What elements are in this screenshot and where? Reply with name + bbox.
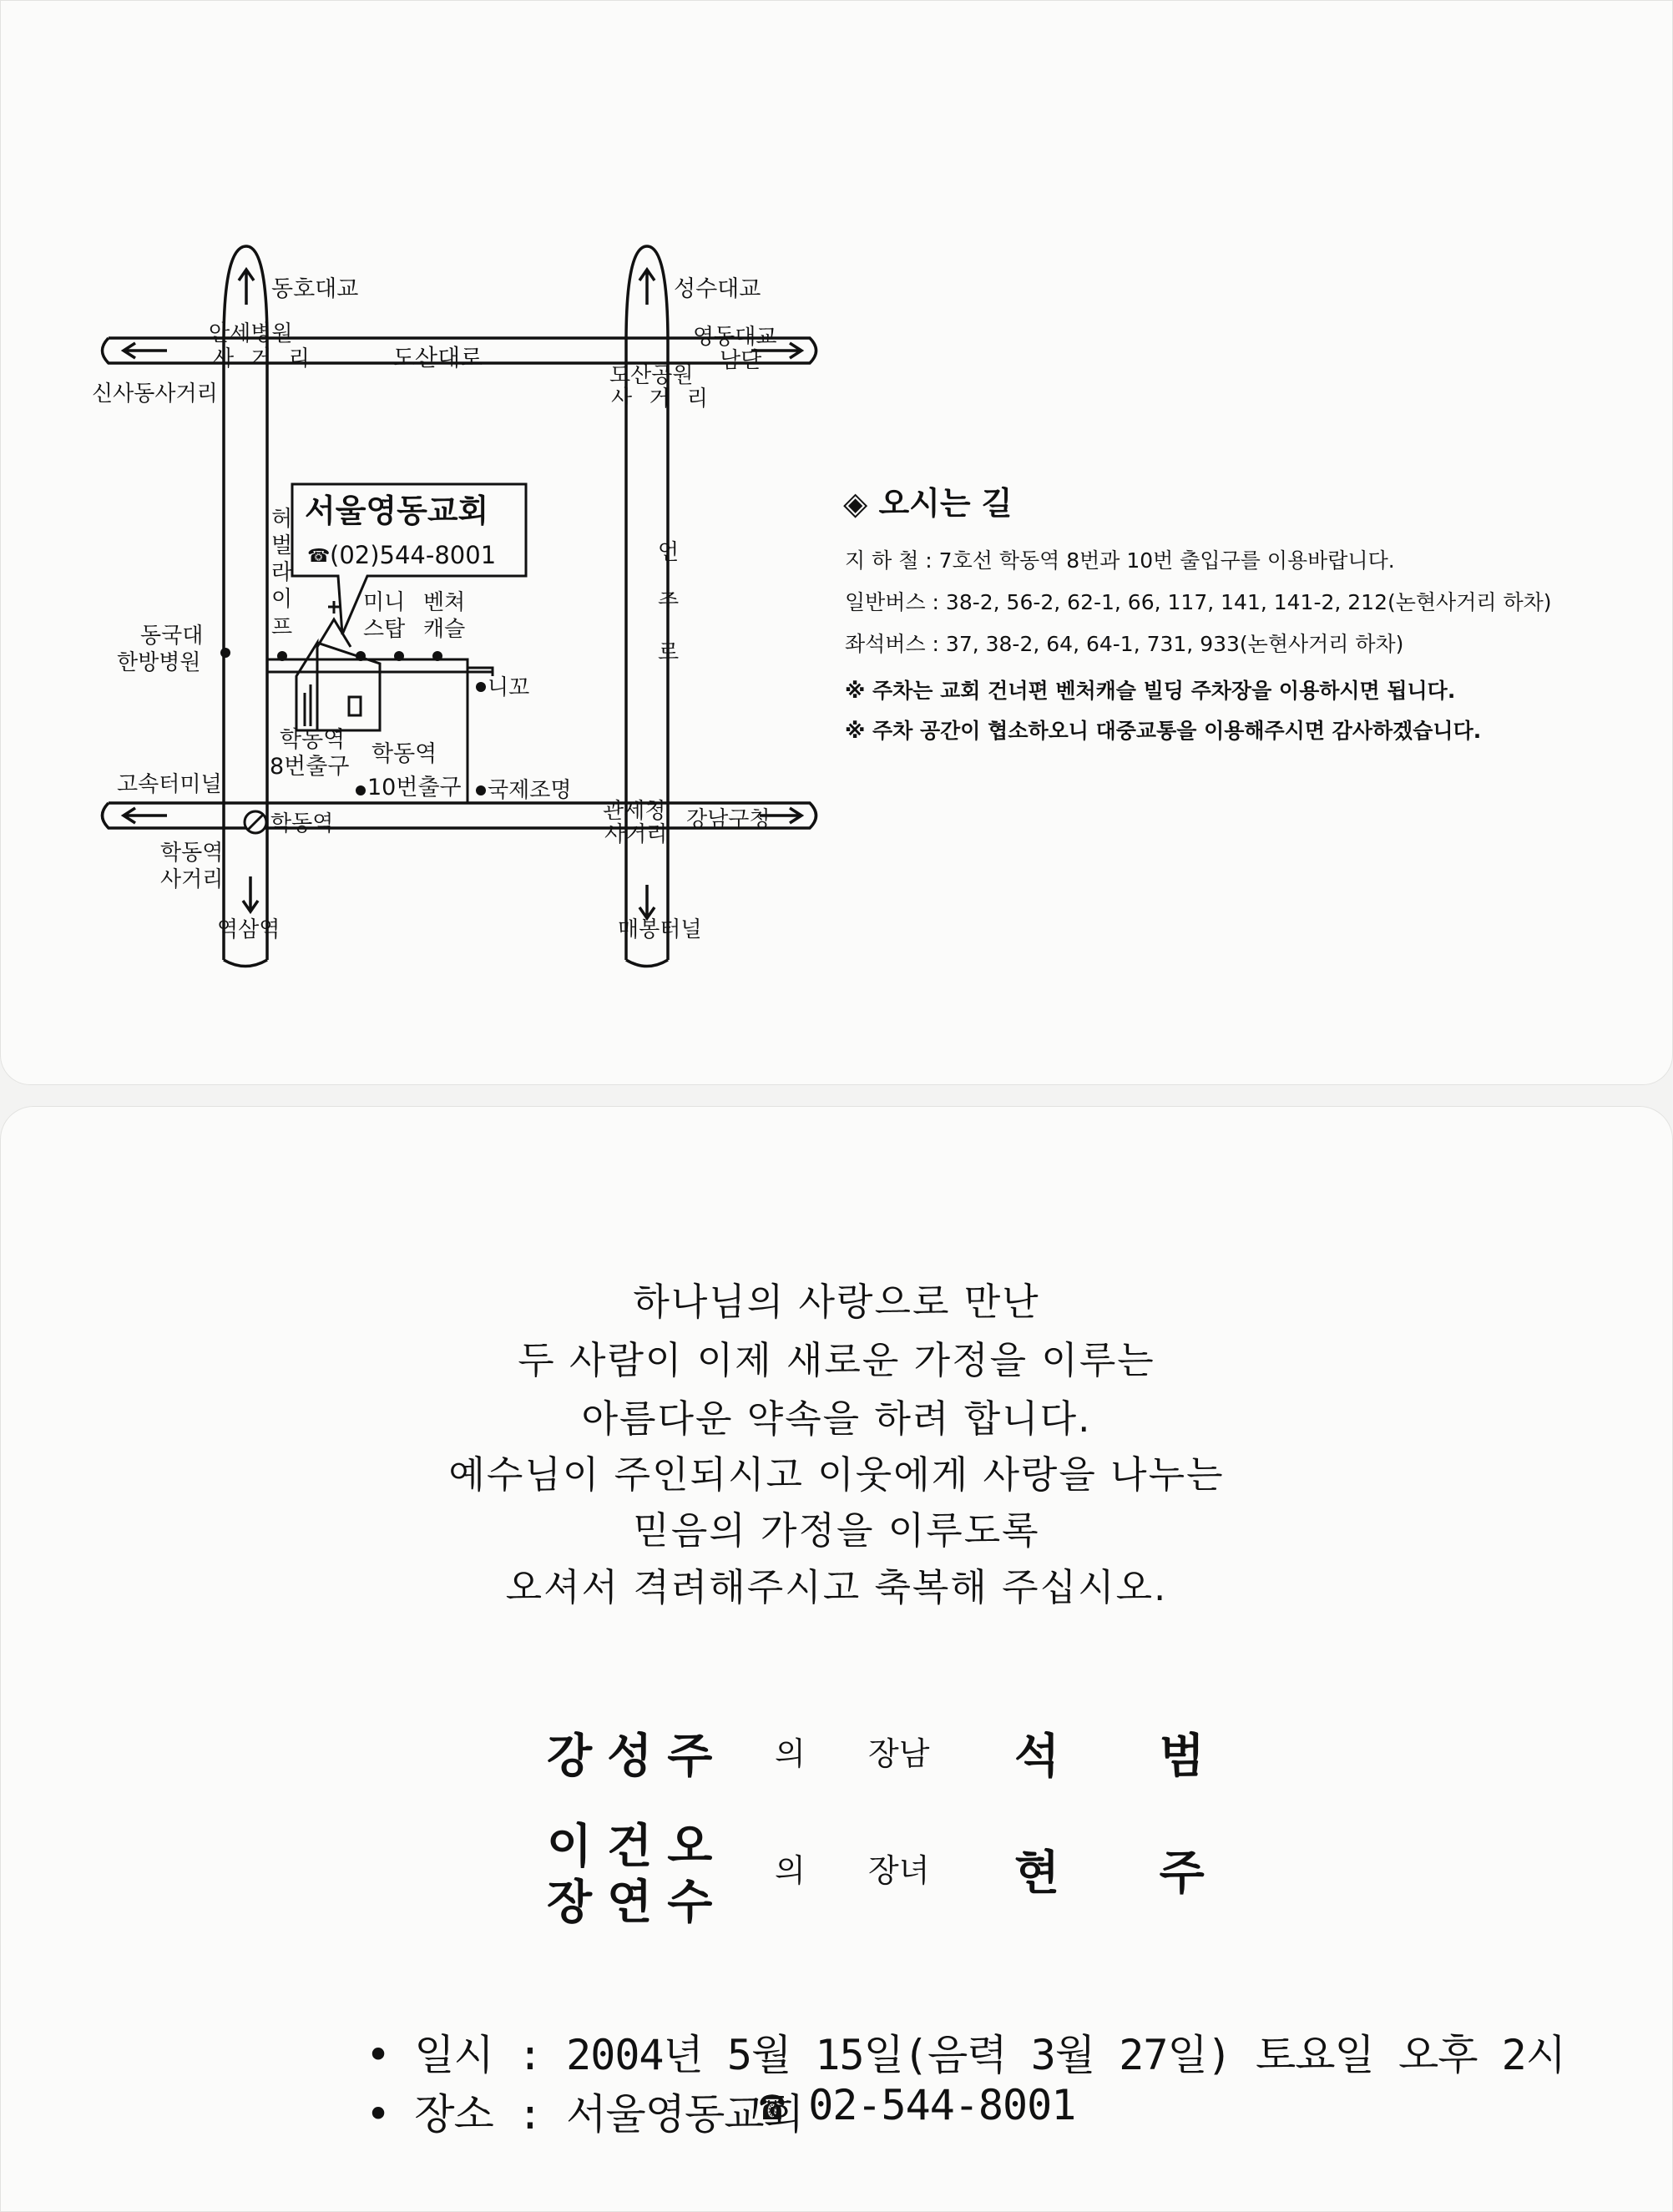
directions-title: ◈ 오시는 길 (843, 485, 1013, 522)
parking-note: ※ 주차는 교회 건너편 벤처캐슬 빌딩 주차장을 이용하시면 됩니다. (845, 679, 1456, 703)
label-dongguk: 동국대 (140, 624, 204, 649)
label-eonjuro (658, 540, 679, 665)
transit-note: ※ 주차 공간이 협소하오니 대중교통을 이용해주시면 감사하겠습니다. (845, 719, 1482, 743)
label-donghodaegyo: 동호대교 (271, 276, 359, 302)
label-gukje: 국제조명 (488, 778, 572, 803)
label-dosan-park: 도산공원 (609, 363, 694, 388)
svg-text:벌: 벌 (271, 533, 293, 558)
directions-bus: 일반버스 : 38-2, 56-2, 62-1, 66, 117, 141, 141-2, 212(논현사거리 하차) (845, 590, 1552, 614)
groom-particle: 의 (775, 1735, 806, 1772)
invitation-line-6: 오셔서 격려해주시고 축복해 주십시오. (505, 1565, 1168, 1609)
svg-text:이: 이 (271, 587, 293, 612)
event-phone: ☎ 02-544-8001 (760, 2081, 1076, 2129)
label-church-name: 서울영동교회 (305, 492, 489, 529)
label-yeongdong-bridge: 영동대교 (693, 325, 777, 350)
invitation-line-3: 아름다운 약속을 하려 합니다. (581, 1396, 1092, 1441)
label-stop: 스탑 (363, 617, 406, 642)
groom-relation: 장남 (868, 1735, 930, 1772)
bride-particle: 의 (775, 1852, 806, 1889)
svg-text:프: 프 (271, 615, 293, 640)
event-place: • 장소 : 서울영동교회 (366, 2090, 803, 2139)
label-venture: 벤쳐 (423, 590, 466, 615)
label-mini: 미니 (363, 590, 406, 615)
label-gwanse-intersection: 사거리 (604, 822, 668, 847)
invitation-line-2: 두 사람이 이제 새로운 가정을 이루는 (518, 1338, 1155, 1382)
label-dosandaero: 도산대로 (392, 344, 483, 371)
bride-father-name: 이건오 (547, 1820, 728, 1874)
label-hakdong-intersection-b: 사거리 (160, 867, 224, 892)
label-capsule: 캐슬 (423, 617, 466, 642)
map-card (0, 0, 1673, 1085)
label-gwanse: 관세청 (603, 799, 666, 824)
event-date: • 일시 : 2004년 5월 15일(음력 3월 27일) 토요일 오후 2시 (366, 2031, 1566, 2079)
bride-mother-name: 장연수 (547, 1876, 728, 1930)
label-sinsa: 신사동사거리 (92, 381, 218, 407)
label-exit8-a: 학동역 (280, 727, 346, 753)
invitation-line-1: 하나님의 사랑으로 만난 (633, 1280, 1040, 1324)
svg-text:라: 라 (271, 560, 293, 585)
label-yeoksam: 역삼역 (217, 917, 281, 942)
label-hakdong-intersection-a: 학동역 (160, 841, 224, 866)
label-nikko: 니꼬 (488, 675, 530, 700)
invitation-line-5: 믿음의 가정을 이루도록 (633, 1508, 1040, 1553)
groom-father-name: 강성주 (547, 1730, 728, 1784)
svg-text:허: 허 (271, 507, 293, 532)
label-oriental-hospital: 한방병원 (117, 650, 201, 675)
label-herbalife (271, 507, 292, 640)
label-exit10-b: 10번출구 (367, 775, 462, 800)
label-seongsudaegyo: 성수대교 (674, 276, 761, 302)
label-anse-intersection: 사 거 리 (213, 346, 315, 371)
label-church-phone: (02)544-8001 (330, 541, 497, 569)
bride-name: 현 주 (1014, 1846, 1246, 1901)
location-map (92, 242, 843, 977)
svg-text:주: 주 (658, 590, 680, 615)
label-gangnam-office: 강남구청 (686, 807, 771, 832)
invitation-card (0, 1106, 1673, 2212)
groom-name: 석 범 (1014, 1730, 1246, 1784)
invitation-line-4: 예수님이 주인되시고 이웃에게 사랑을 나누는 (448, 1452, 1225, 1497)
label-dosan-park-intersection: 사 거 리 (611, 386, 713, 412)
directions-seat-bus: 좌석버스 : 37, 38-2, 64, 64-1, 731, 933(논현사거리 하차) (845, 632, 1404, 656)
phone-icon: ☎ (307, 546, 331, 567)
svg-text:언: 언 (658, 540, 680, 565)
label-anse-hospital: 안세병원 (209, 321, 293, 346)
svg-text:로: 로 (658, 640, 680, 665)
label-exit10-a: 학동역 (371, 741, 437, 767)
label-maebong: 매봉터널 (618, 917, 702, 942)
label-hakdong-station: 학동역 (270, 811, 334, 836)
label-exit8-b: 8번출구 (270, 754, 350, 780)
bride-relation: 장녀 (868, 1852, 930, 1889)
directions-subway: 지 하 철 : 7호선 학동역 8번과 10번 출입구를 이용바랍니다. (845, 548, 1395, 573)
label-yeongdong-bridge-south: 남단 (720, 348, 762, 373)
label-express-terminal: 고속터미널 (117, 772, 222, 797)
